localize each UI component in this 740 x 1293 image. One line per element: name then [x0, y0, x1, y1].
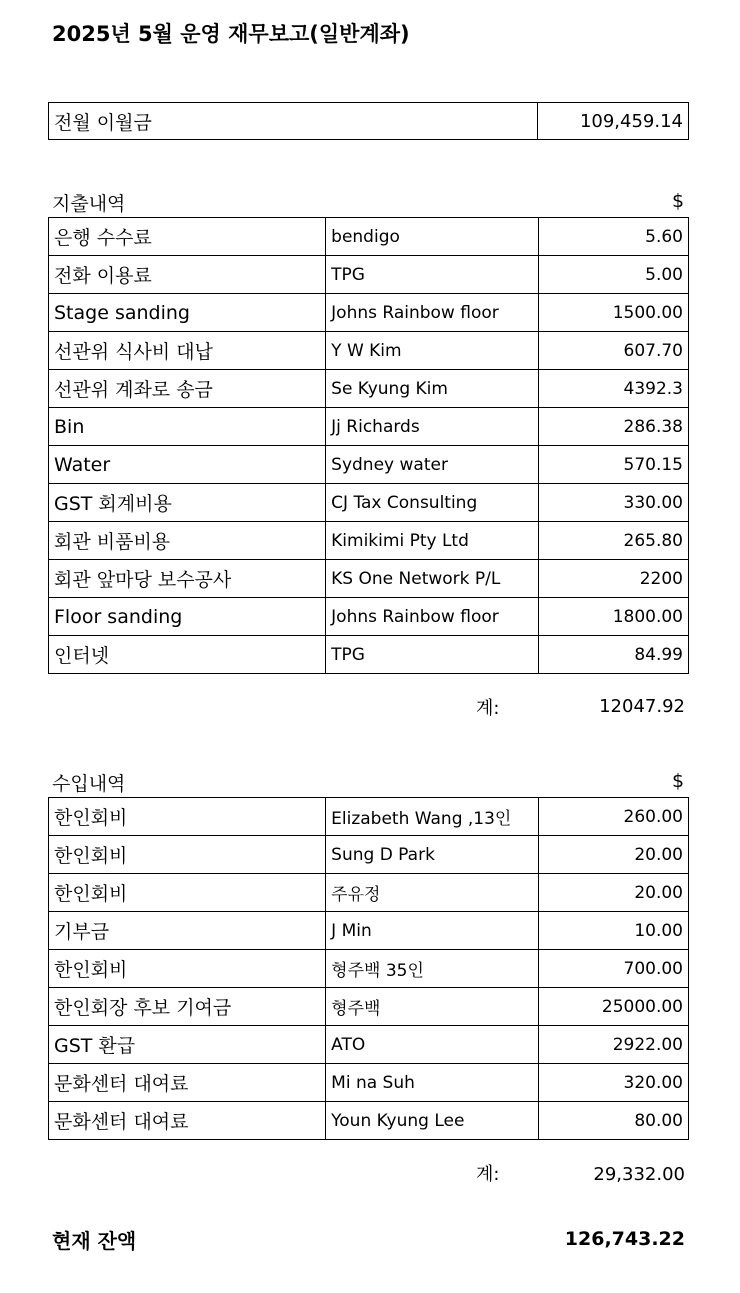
expense-row — [49, 408, 689, 446]
income-payee: Mi na Suh — [326, 1064, 539, 1102]
income-payee: J Min — [326, 912, 539, 950]
expense-amount: 265.80 — [538, 522, 688, 560]
income-amount: 2922.00 — [538, 1026, 688, 1064]
expense-amount: 4392.3 — [538, 370, 688, 408]
income-payee: 형주백 — [326, 988, 539, 1026]
expense-item: 회관 앞마당 보수공사 — [49, 560, 326, 598]
expense-item: 선관위 식사비 대납 — [49, 332, 326, 370]
expense-row — [49, 598, 689, 636]
expense-amount: 5.60 — [538, 218, 688, 256]
expense-row — [49, 218, 689, 256]
income-row — [49, 988, 689, 1026]
expense-row — [49, 636, 689, 674]
income-item: GST 환급 — [49, 1026, 326, 1064]
income-item: 한인회비 — [49, 874, 326, 912]
income-payee: Sung D Park — [326, 836, 539, 874]
expense-table — [48, 217, 689, 674]
expense-payee: CJ Tax Consulting — [326, 484, 539, 522]
expense-amount: 1500.00 — [538, 294, 688, 332]
income-section-title: 수입내역 — [52, 773, 126, 795]
expense-payee: Kimikimi Pty Ltd — [326, 522, 539, 560]
expense-item: Water — [49, 446, 326, 484]
expense-payee: Sydney water — [326, 446, 539, 484]
income-amount: 20.00 — [538, 874, 688, 912]
expense-amount: 1800.00 — [538, 598, 688, 636]
income-amount: 20.00 — [538, 836, 688, 874]
income-item: 문화센터 대여료 — [49, 1102, 326, 1140]
expense-item: Bin — [49, 408, 326, 446]
expense-row — [49, 484, 689, 522]
carryover-value: 109,459.14 — [538, 103, 689, 140]
report-title: 2025년 5월 운영 재무보고(일반계좌) — [52, 22, 410, 46]
expense-row — [49, 446, 689, 484]
income-amount: 320.00 — [538, 1064, 688, 1102]
income-payee: 주유정 — [326, 874, 539, 912]
income-row — [49, 1102, 689, 1140]
income-amount: 260.00 — [538, 798, 688, 836]
expense-payee: Johns Rainbow floor — [326, 598, 539, 636]
expense-item: 인터넷 — [49, 636, 326, 674]
income-row — [49, 1064, 689, 1102]
current-balance-value: 126,743.22 — [564, 1228, 685, 1250]
expense-row — [49, 370, 689, 408]
income-table — [48, 797, 689, 1140]
expense-payee: TPG — [326, 256, 539, 294]
income-payee: Elizabeth Wang ,13인 — [326, 798, 539, 836]
expense-currency: $ — [672, 190, 685, 212]
income-item: 한인회비 — [49, 950, 326, 988]
expense-row — [49, 256, 689, 294]
expense-row — [49, 332, 689, 370]
income-row — [49, 836, 689, 874]
income-amount: 80.00 — [538, 1102, 688, 1140]
expense-payee: KS One Network P/L — [326, 560, 539, 598]
income-row — [49, 1026, 689, 1064]
current-balance-label: 현재 잔액 — [52, 1229, 137, 1253]
expense-payee: Se Kyung Kim — [326, 370, 539, 408]
income-amount: 700.00 — [538, 950, 688, 988]
expense-item: 회관 비품비용 — [49, 522, 326, 560]
expense-payee: Y W Kim — [326, 332, 539, 370]
expense-amount: 286.38 — [538, 408, 688, 446]
expense-amount: 5.00 — [538, 256, 688, 294]
expense-amount: 2200 — [538, 560, 688, 598]
income-item: 한인회비 — [49, 836, 326, 874]
expense-item: Floor sanding — [49, 598, 326, 636]
income-amount: 25000.00 — [538, 988, 688, 1026]
expense-amount: 570.15 — [538, 446, 688, 484]
carryover-label: 전월 이월금 — [49, 103, 538, 140]
income-total-value: 29,332.00 — [593, 1164, 685, 1185]
expense-amount: 607.70 — [538, 332, 688, 370]
expense-item: Stage sanding — [49, 294, 326, 332]
expense-item: GST 회계비용 — [49, 484, 326, 522]
income-payee: 형주백 35인 — [326, 950, 539, 988]
expense-item: 선관위 계좌로 송금 — [49, 370, 326, 408]
expense-amount: 330.00 — [538, 484, 688, 522]
expense-total-label: 계: — [476, 698, 500, 719]
expense-row — [49, 522, 689, 560]
carryover-table — [48, 102, 689, 140]
expense-row — [49, 560, 689, 598]
income-item: 한인회장 후보 기여금 — [49, 988, 326, 1026]
income-row — [49, 798, 689, 836]
income-currency: $ — [672, 770, 685, 792]
expense-payee: bendigo — [326, 218, 539, 256]
expense-section-title: 지출내역 — [52, 193, 126, 215]
income-row — [49, 950, 689, 988]
expense-item: 은행 수수료 — [49, 218, 326, 256]
income-row — [49, 874, 689, 912]
income-item: 문화센터 대여료 — [49, 1064, 326, 1102]
income-item: 기부금 — [49, 912, 326, 950]
expense-total-value: 12047.92 — [599, 696, 685, 717]
expense-row — [49, 294, 689, 332]
income-payee: Youn Kyung Lee — [326, 1102, 539, 1140]
income-amount: 10.00 — [538, 912, 688, 950]
expense-payee: TPG — [326, 636, 539, 674]
income-item: 한인회비 — [49, 798, 326, 836]
income-payee: ATO — [326, 1026, 539, 1064]
income-row — [49, 912, 689, 950]
expense-item: 전화 이용료 — [49, 256, 326, 294]
expense-payee: Jj Richards — [326, 408, 539, 446]
carryover-row — [49, 103, 689, 140]
income-total-label: 계: — [476, 1164, 500, 1185]
expense-amount: 84.99 — [538, 636, 688, 674]
expense-payee: Johns Rainbow floor — [326, 294, 539, 332]
